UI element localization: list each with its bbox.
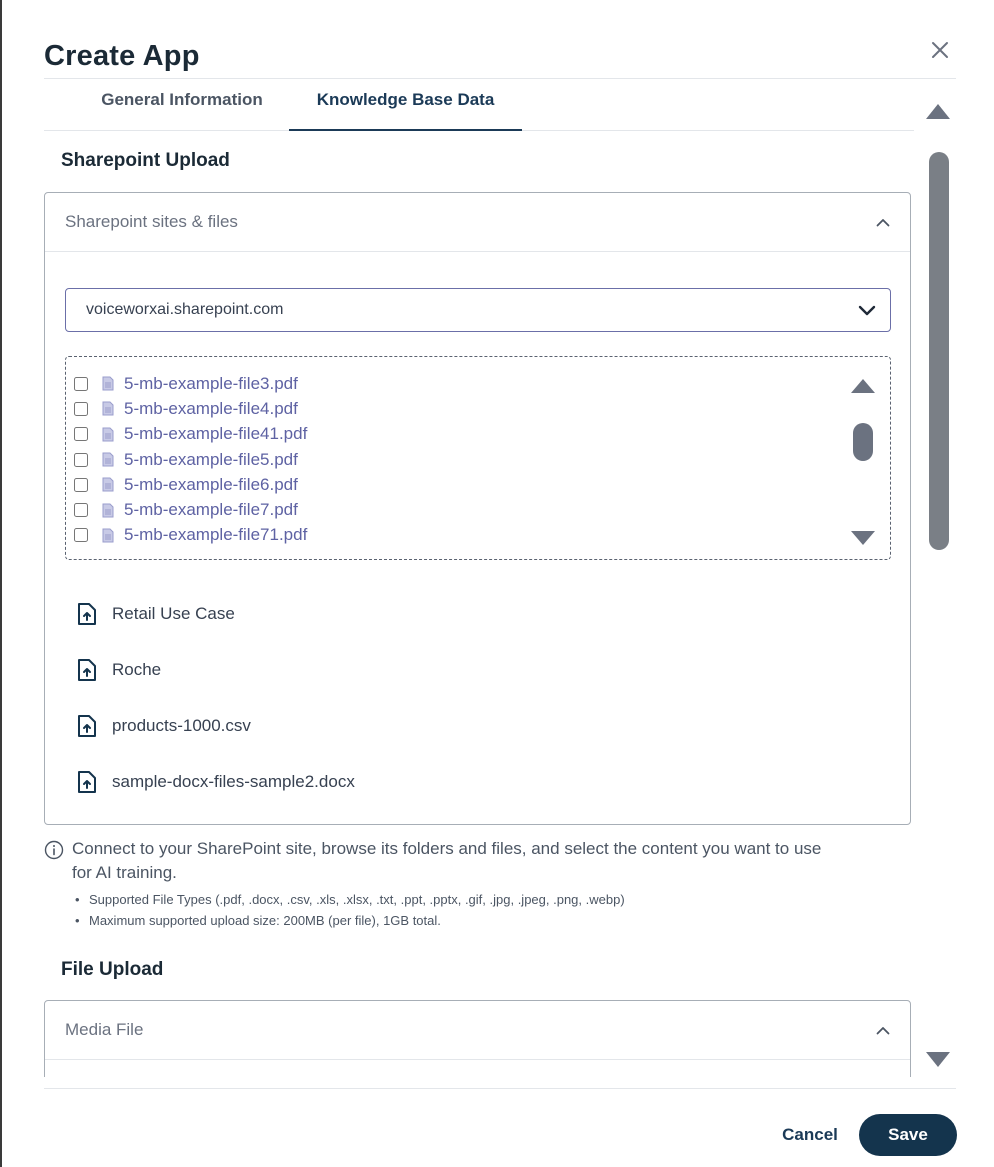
uploaded-item[interactable] (77, 698, 877, 754)
pdf-file-icon (102, 503, 114, 518)
tab-general-information[interactable]: General Information (101, 90, 263, 109)
close-icon (931, 41, 949, 59)
scrollbar-thumb[interactable] (929, 152, 949, 550)
file-row[interactable] (74, 371, 844, 396)
file-list-scrollbar[interactable] (850, 375, 876, 545)
file-upload-icon (77, 602, 97, 626)
info-icon (44, 840, 64, 860)
info-bullets (72, 889, 872, 931)
file-upload-icon (77, 714, 97, 738)
sharepoint-card-header[interactable] (45, 193, 910, 252)
save-button[interactable]: Save (859, 1114, 957, 1156)
file-row[interactable] (74, 447, 844, 472)
media-file-card-header-label: Media File (65, 1020, 144, 1039)
file-checkbox[interactable] (74, 453, 88, 467)
scroll-down-arrow-icon[interactable] (926, 1052, 950, 1067)
chevron-down-icon (858, 305, 876, 316)
uploaded-item-name: products-1000.csv (112, 716, 251, 735)
pdf-file-icon (102, 528, 114, 543)
pdf-file-icon (102, 401, 114, 416)
chevron-up-icon (876, 218, 890, 227)
modal-scrollbar[interactable] (924, 96, 952, 1076)
site-select-value: voiceworxai.sharepoint.com (86, 301, 284, 318)
info-text: Connect to your SharePoint site, browse its folders and files, and select the content you want to use for AI training. (72, 839, 822, 882)
file-checkbox[interactable] (74, 528, 88, 542)
modal-scroll-area[interactable] (44, 79, 914, 1077)
info-bullet: • Maximum supported upload size: 200MB (per file), 1GB total. (72, 910, 872, 931)
scroll-up-arrow-icon[interactable] (851, 379, 875, 393)
file-checkbox[interactable] (74, 427, 88, 441)
file-upload-section-title: File Upload (61, 959, 164, 980)
sharepoint-card (44, 192, 911, 825)
info-bullet: • Supported File Types (.pdf, .docx, .csv, .xls, .xlsx, .txt, .ppt, .pptx, .gif, .jpg, .jpeg, .png, .webp) (72, 889, 872, 910)
file-row[interactable] (74, 523, 844, 548)
file-name: 5-mb-example-file5.pdf (124, 449, 298, 469)
file-name: 5-mb-example-file41.pdf (124, 424, 308, 444)
sharepoint-file-browser[interactable] (65, 356, 891, 560)
file-row[interactable] (74, 422, 844, 447)
file-name: 5-mb-example-file71.pdf (124, 525, 308, 545)
cancel-button[interactable]: Cancel (766, 1115, 854, 1155)
uploaded-item-name: sample-docx-files-sample2.docx (112, 772, 355, 791)
scroll-up-arrow-icon[interactable] (926, 104, 950, 119)
pdf-file-icon (102, 427, 114, 442)
file-checkbox[interactable] (74, 478, 88, 492)
file-name: 5-mb-example-file4.pdf (124, 398, 298, 418)
file-upload-icon (77, 658, 97, 682)
window-edge (0, 0, 2, 1167)
pdf-file-icon (102, 376, 114, 391)
media-file-card-header[interactable] (45, 1001, 910, 1060)
uploaded-item[interactable] (77, 754, 877, 810)
pdf-file-icon (102, 452, 114, 467)
file-name: 5-mb-example-file6.pdf (124, 474, 298, 494)
file-name: 5-mb-example-file3.pdf (124, 373, 298, 393)
file-upload-icon (77, 770, 97, 794)
chevron-up-icon (876, 1026, 890, 1035)
tab-knowledge-base-data[interactable]: Knowledge Base Data (289, 87, 522, 131)
file-checkbox[interactable] (74, 503, 88, 517)
file-name: 5-mb-example-file7.pdf (124, 500, 298, 520)
scrollbar-thumb[interactable] (853, 423, 873, 461)
sharepoint-card-header-label: Sharepoint sites & files (65, 212, 238, 231)
footer-divider (44, 1088, 956, 1089)
uploaded-items-list (77, 586, 877, 810)
uploaded-item[interactable] (77, 586, 877, 642)
file-row[interactable] (74, 472, 844, 497)
file-row[interactable] (74, 396, 844, 421)
uploaded-item-name: Retail Use Case (112, 604, 235, 623)
file-checkbox[interactable] (74, 377, 88, 391)
uploaded-item[interactable] (77, 642, 877, 698)
scroll-down-arrow-icon[interactable] (851, 531, 875, 545)
file-checkbox[interactable] (74, 402, 88, 416)
sharepoint-site-select[interactable] (65, 288, 891, 332)
close-button[interactable] (926, 36, 954, 64)
sharepoint-section-title: Sharepoint Upload (61, 150, 230, 171)
file-row[interactable] (74, 497, 844, 522)
media-file-card (44, 1000, 911, 1077)
modal-title: Create App (44, 40, 200, 72)
uploaded-item-name: Roche (112, 660, 162, 679)
pdf-file-icon (102, 477, 114, 492)
file-list (74, 371, 844, 548)
tab-bar (44, 79, 914, 131)
